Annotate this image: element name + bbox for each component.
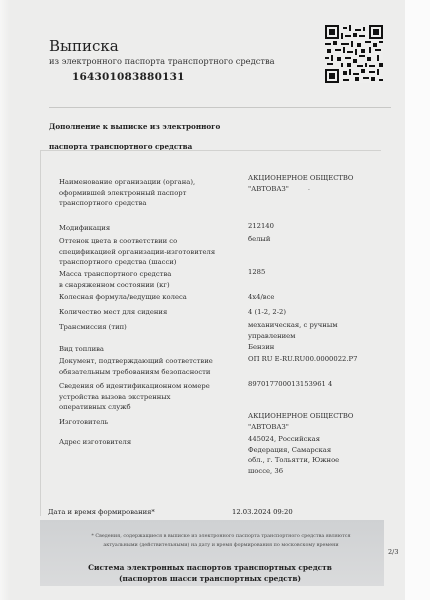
field-value-certificate: ОП RU E-RU.RU00.0000022.P7: [248, 355, 358, 363]
qr-code-icon: [325, 25, 383, 83]
field-label-certificate: Документ, подтверждающий соответствие обязательным требованиям безопасности: [59, 357, 213, 376]
field-value-manufacturer: АКЦИОНЕРНОЕ ОБЩЕСТВО "АВТОВАЗ": [248, 412, 354, 431]
system-name-line-1: Система электронных паспортов транспортных средств: [88, 563, 332, 572]
field-value-seats: 4 (1-2, 2-2): [248, 308, 287, 316]
field-value-modification: 212140: [248, 222, 274, 230]
page-right-edge: [405, 0, 430, 600]
addendum-line-2: паспорта транспортного средства: [49, 142, 193, 151]
page-number: 2/3: [388, 548, 399, 556]
field-label-issuer: Наименование организации (органа), оформившей электронный паспорт транспортного средства: [59, 178, 196, 207]
field-value-transmission: механическая, с ручным управлением: [248, 321, 338, 340]
field-value-manufacturer-address: 445024, Российская Федерация, Самарская обл., г. Тольятти, Южное шоссе, 36: [248, 435, 340, 475]
field-label-mass: Масса транспортного средства в снаряженном состоянии (кг): [59, 270, 172, 289]
disclaimer-note: * Сведения, содержащиеся в выписке из электронного паспорта транспортного средства являются актуальными (действительными) на дату и время формирования по московскому времени: [91, 533, 351, 548]
generation-datetime-label: Дата и время формирования*: [48, 508, 155, 516]
field-value-wheel-formula: 4x4/все: [248, 293, 275, 301]
system-name: [60, 562, 360, 584]
document-subtitle: из электронного паспорта транспортного средства: [49, 56, 275, 66]
header-divider: [49, 107, 391, 108]
document-title: Выписка: [49, 37, 119, 55]
page-left-edge: [0, 0, 10, 600]
field-label-transmission: Трансмиссия (тип): [59, 323, 127, 331]
field-label-manufacturer-address: Адрес изготовителя: [59, 438, 132, 446]
field-value-color: белый: [248, 235, 271, 243]
field-label-wheel-formula: Колесная формула/ведущие колеса: [59, 293, 187, 301]
field-value-fuel: Бензин: [248, 343, 275, 351]
field-label-seats: Количество мест для сидения: [59, 308, 168, 316]
field-label-color: Оттенок цвета в соответствии со спецификацией организации-изготовителя транспортного средства (шасси): [59, 237, 216, 266]
field-label-fuel: Вид топлива: [59, 345, 104, 353]
generation-datetime-value: 12.03.2024 09:20: [232, 508, 293, 516]
addendum-line-1: Дополнение к выписке из электронного: [49, 122, 221, 131]
system-name-line-2: (паспортов шасси транспортных средств): [118, 574, 302, 583]
stamp-mark: .: [308, 185, 310, 192]
field-value-issuer: АКЦИОНЕРНОЕ ОБЩЕСТВО "АВТОВАЗ": [248, 174, 354, 193]
field-label-emergency-id: Сведения об идентификационном номере устройства вызова экстренных оперативных служб: [59, 382, 210, 411]
field-value-mass: 1285: [248, 268, 266, 276]
field-label-manufacturer: Изготовитель: [59, 418, 109, 426]
field-label-modification: Модификация: [59, 224, 111, 232]
document-number: 164301083880131: [72, 71, 185, 83]
field-value-emergency-id: 897017700013153961 4: [248, 380, 333, 388]
